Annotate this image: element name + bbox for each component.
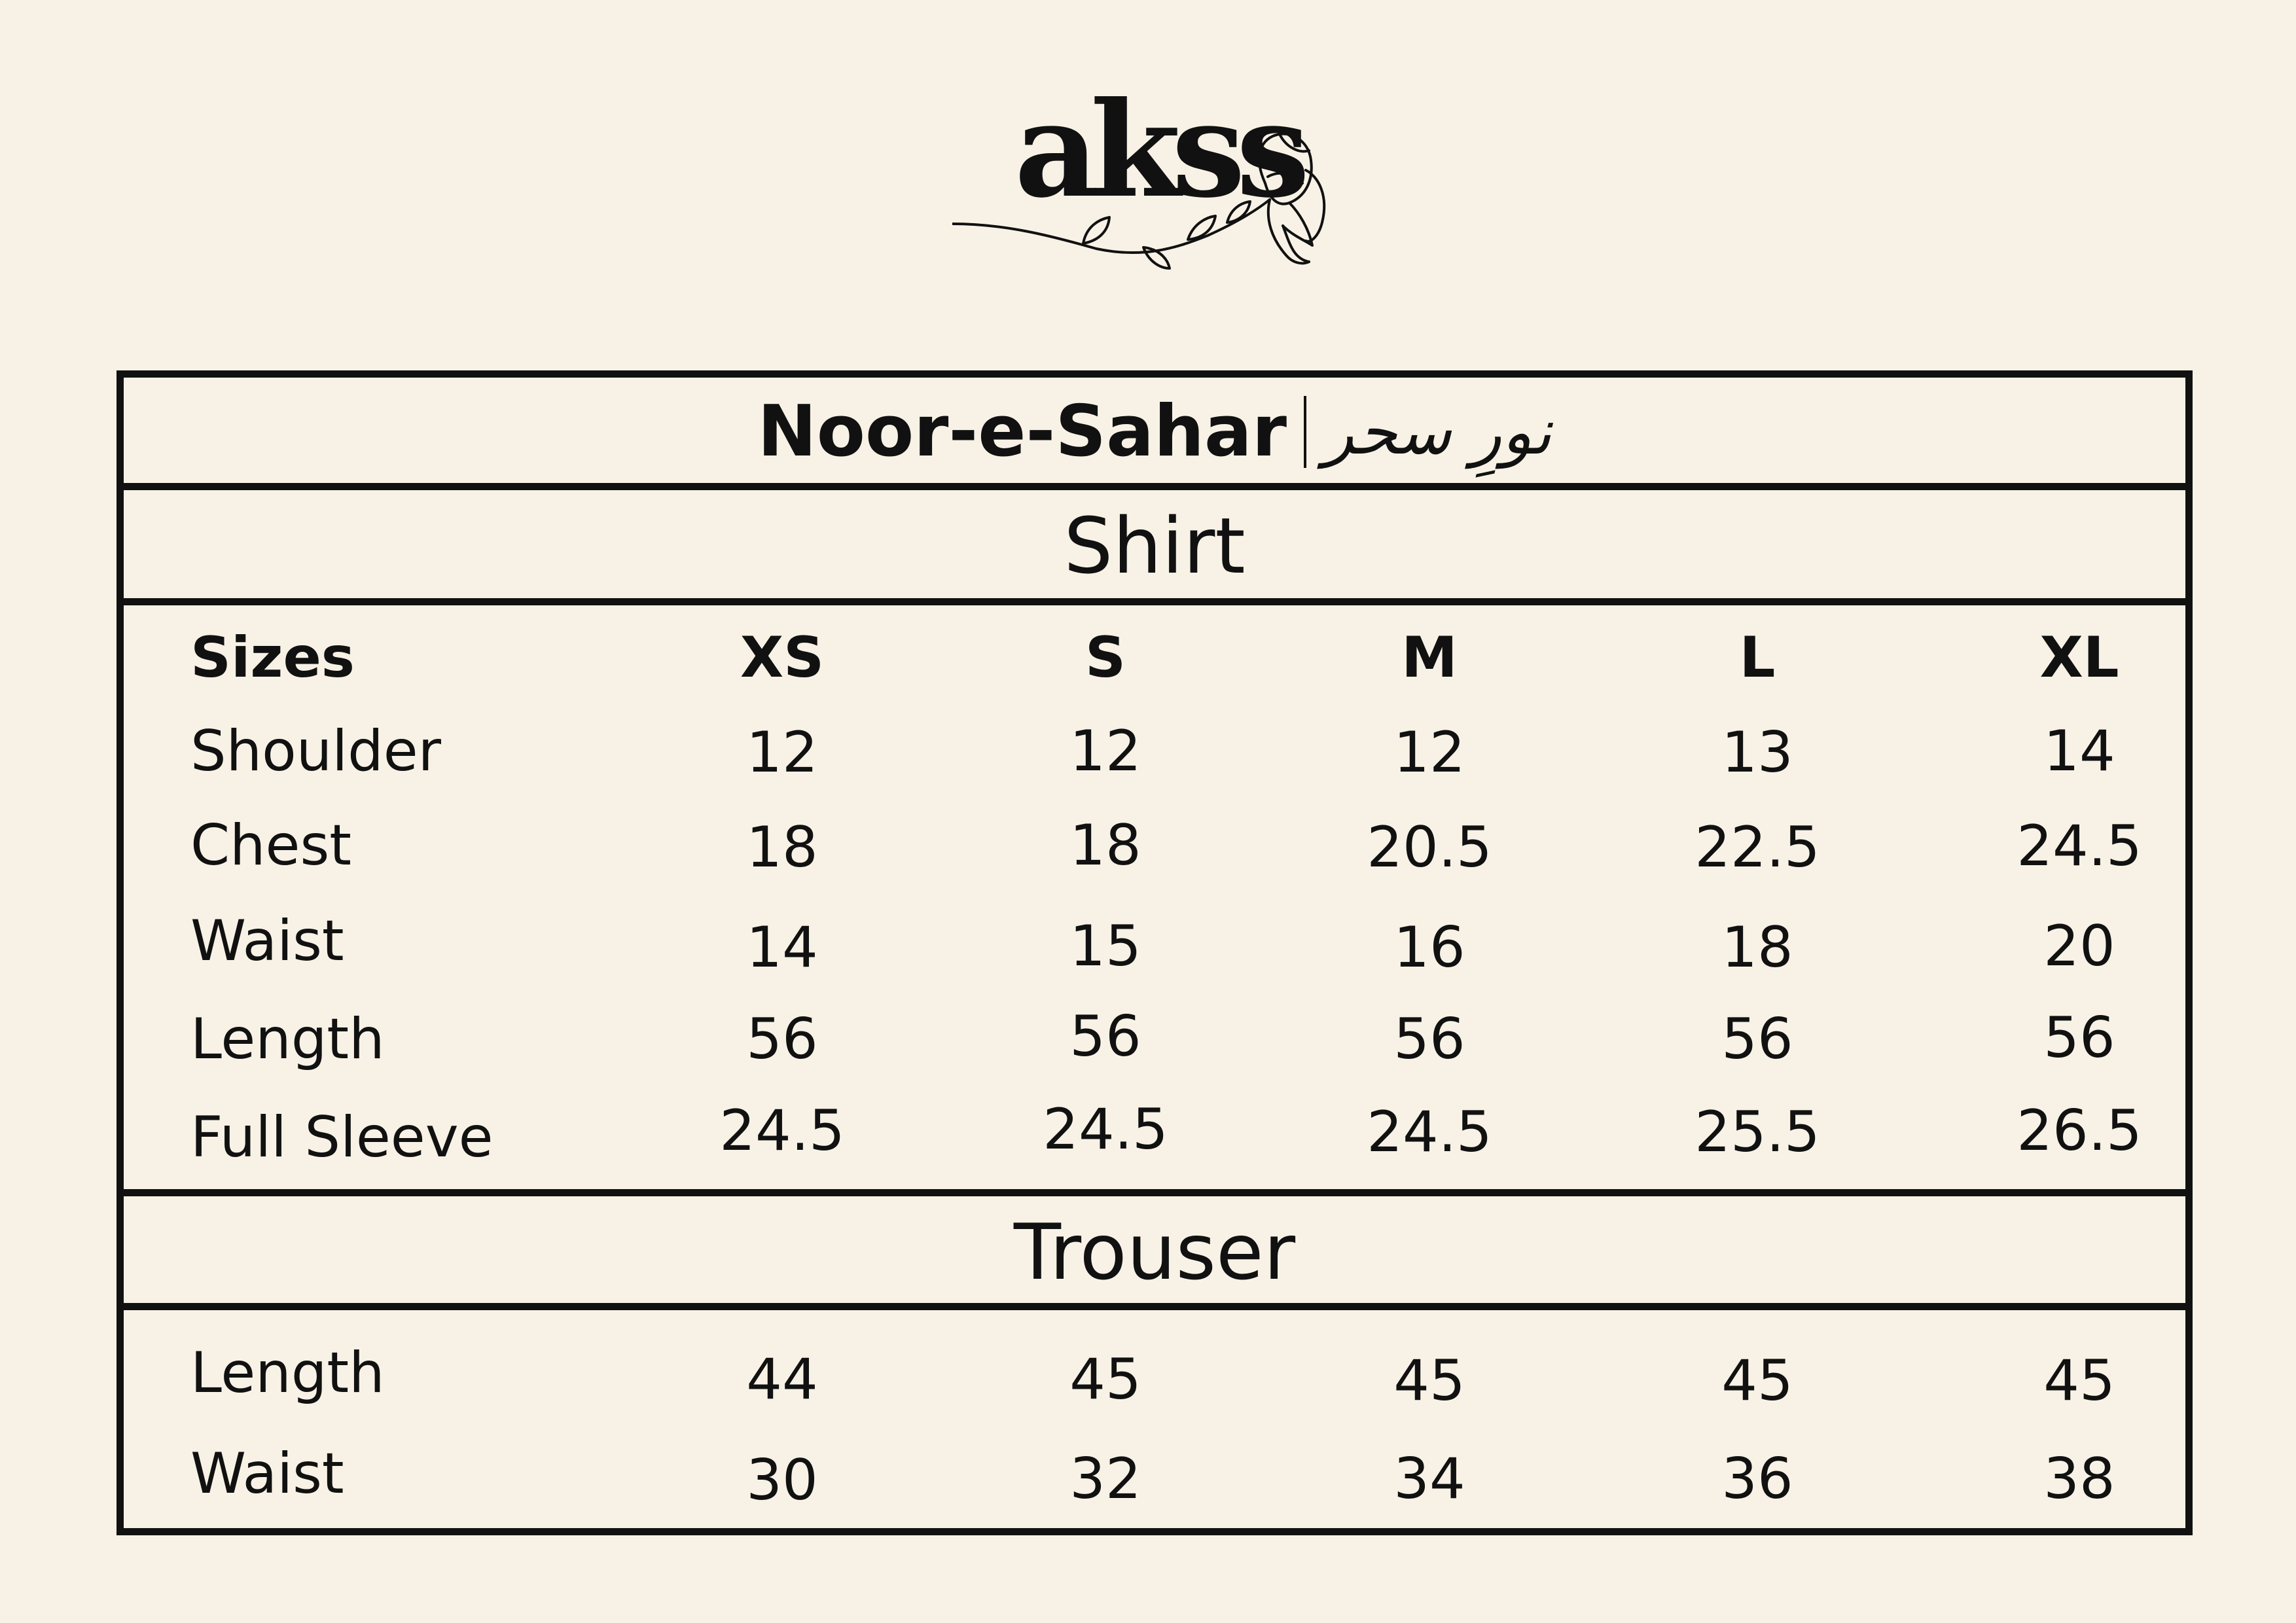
shirt-value: 14 — [2043, 719, 2115, 784]
size-header-s: S — [1085, 625, 1126, 690]
shirt-value: 20.5 — [1367, 815, 1492, 880]
section-title-shirt: Shirt — [1064, 501, 1246, 591]
trouser-value: 34 — [1393, 1446, 1465, 1512]
section-title-trouser: Trouser — [1013, 1207, 1296, 1297]
size-chart-table — [117, 370, 2193, 1535]
shirt-value: 12 — [1393, 720, 1465, 785]
shirt-value: 13 — [1721, 720, 1793, 785]
trouser-row-label: Length — [190, 1340, 385, 1406]
shirt-value: 12 — [746, 720, 818, 785]
shirt-value: 24.5 — [2017, 813, 2142, 879]
size-header-l: L — [1739, 625, 1776, 690]
shirt-value: 22.5 — [1695, 815, 1820, 880]
shirt-value: 12 — [1069, 719, 1141, 784]
brand-logo — [952, 72, 1358, 314]
size-header-xs: XS — [740, 625, 825, 690]
trouser-value: 32 — [1069, 1446, 1141, 1512]
shirt-value: 14 — [746, 915, 818, 980]
size-header-m: M — [1401, 625, 1458, 690]
shirt-value: 25.5 — [1695, 1099, 1820, 1165]
title-divider — [1304, 396, 1306, 468]
trouser-value: 36 — [1721, 1446, 1793, 1512]
shirt-row-label: Shoulder — [190, 719, 441, 784]
brand-wordmark: akss — [1014, 73, 1301, 227]
chart-title-english: Noor-e-Sahar — [757, 391, 1287, 473]
trouser-value: 45 — [1721, 1348, 1793, 1414]
shirt-value: 18 — [1721, 915, 1793, 980]
divider-line — [124, 598, 2185, 605]
rose-vine-illustration — [952, 72, 1358, 314]
shirt-value: 15 — [1069, 914, 1141, 979]
trouser-row-label: Waist — [190, 1441, 344, 1507]
divider-line — [124, 1189, 2185, 1196]
divider-line — [124, 1303, 2185, 1310]
shirt-value: 24.5 — [1043, 1097, 1168, 1162]
shirt-row-label: Full Sleeve — [190, 1105, 493, 1170]
shirt-value: 24.5 — [719, 1098, 845, 1164]
shirt-value: 18 — [1069, 813, 1141, 878]
shirt-value: 16 — [1393, 915, 1465, 980]
size-header-xl: XL — [2039, 625, 2119, 690]
shirt-row-label: Chest — [190, 813, 351, 878]
shirt-value: 56 — [1393, 1007, 1465, 1072]
shirt-value: 56 — [1069, 1004, 1141, 1069]
sizes-header-label: Sizes — [190, 625, 355, 690]
shirt-value: 18 — [746, 815, 818, 880]
shirt-value: 56 — [1721, 1007, 1793, 1072]
trouser-value: 45 — [1069, 1347, 1141, 1412]
trouser-value: 45 — [1393, 1348, 1465, 1414]
shirt-row-label: Length — [190, 1007, 385, 1072]
shirt-row-label: Waist — [190, 908, 344, 974]
trouser-value: 38 — [2043, 1446, 2115, 1512]
chart-title-urdu: نورِ سحر — [1323, 395, 1552, 469]
divider-line — [124, 483, 2185, 490]
shirt-value: 24.5 — [1367, 1099, 1492, 1165]
shirt-value: 20 — [2043, 914, 2115, 979]
shirt-value: 26.5 — [2017, 1098, 2142, 1164]
shirt-value: 56 — [2043, 1005, 2115, 1071]
trouser-value: 30 — [746, 1448, 818, 1513]
trouser-value: 44 — [746, 1347, 818, 1412]
chart-title — [124, 391, 2185, 474]
trouser-value: 45 — [2043, 1348, 2115, 1414]
shirt-value: 56 — [746, 1007, 818, 1072]
